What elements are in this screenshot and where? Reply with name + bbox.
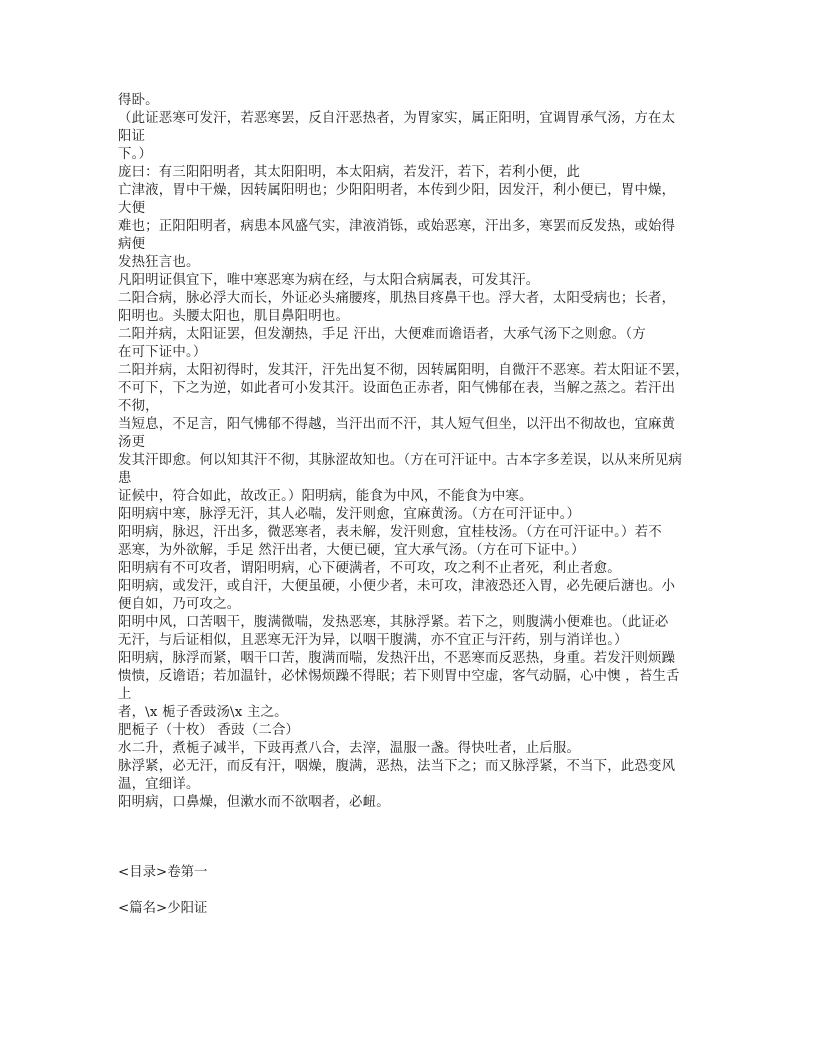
text-line: 愦愦，反谵语；若加温针，必怵惕烦躁不得眠；若下则胃中空虚，客气动膈，心中懊 ，苔生舌: [118, 669, 680, 684]
text-line: 温，宜细详。: [118, 777, 200, 792]
text-line: 阳明病，口鼻燥，但漱水而不欲咽者，必衄。: [118, 795, 390, 810]
text-line: 汤更: [118, 435, 146, 450]
text-line: 上: [118, 687, 132, 702]
text-line: 二阳并病，太阳初得时，发其汗，汗先出复不彻，因转属阳明，自微汗不恶寒。若太阳证不罢，: [118, 363, 689, 378]
text-line: 凡阳明证俱宜下，唯中寒恶寒为病在经，与太阳合病属表，可发其汗。: [118, 273, 540, 288]
text-line: 阳明也。头腰太阳也，肌目鼻阳明也。: [118, 309, 350, 324]
text-line: 发热狂言也。: [118, 255, 200, 270]
text-line: 患: [118, 471, 132, 486]
text-line: 阳明病，脉迟，汗出多，微恶寒者，表未解，发汗则愈，宜桂枝汤。（方在可汗证中。）若不: [118, 525, 662, 540]
text-line: 庞曰：有三阳阳明者，其太阳阳明，本太阳病，若发汗，若下，若利小便，此: [118, 165, 581, 180]
text-line: 二阳并病，太阳证罢，但发潮热，手足 汗出，大便难而谵语者，大承气汤下之则愈。（方: [118, 327, 646, 342]
text-line: 不可下，下之为逆，如此者可小发其汗。设面色正赤者，阳气怫郁在表，当解之蒸之。若汗出: [118, 381, 676, 396]
text-line: 病便: [118, 237, 146, 252]
text-line: 下。）: [118, 147, 153, 162]
text-line: 便自如，乃可攻之。: [118, 597, 241, 612]
chapter-heading: <篇名>少阳证: [118, 901, 208, 916]
text-line: 者，\x 栀子香豉汤\x 主之。: [118, 705, 288, 720]
text-line: 阳明中风，口苦咽干，腹满微喘，发热恶寒，其脉浮紧。若下之，则腹满小便难也。（此证必: [118, 615, 669, 630]
document-page: [118, 92, 708, 918]
text-line: 阳明病中寒，脉浮无汗，其人必喘，发汗则愈，宜麻黄汤。（方在可汗证中。）: [118, 507, 581, 522]
text-line: 不彻，: [118, 399, 159, 414]
text-line: 水二升，煮栀子减半，下豉再煮八合，去滓，温服一盏。得快吐者，止后服。: [118, 741, 581, 756]
body-text: [118, 92, 708, 812]
toc-heading: <目录>卷第一: [118, 865, 208, 880]
text-line: 在可下证中。）: [118, 345, 207, 360]
text-line: 脉浮紧，必无汗，而反有汗，咽燥，腹满，恶热，法当下之；而又脉浮紧，不当下，此恐变风: [118, 759, 676, 774]
text-line: 阳证: [118, 129, 146, 144]
text-line: 得卧。: [118, 93, 159, 108]
text-line: 肥栀子（十枚） 香豉（二合）: [118, 723, 300, 738]
text-line: 无汗，与后证相似，且恶寒无汗为异，以咽干腹满，亦不宜正与汗药，别与消详也。）: [118, 633, 628, 648]
text-line: 阳明病有不可攻者，谓阳明病，心下硬满者，不可攻，攻之利不止者死，利止者愈。: [118, 561, 621, 576]
text-line: 恶寒，为外欲解，手足 然汗出者，大便已硬，宜大承气汤。（方在可下证中。）: [118, 543, 585, 558]
text-line: （此证恶寒可发汗，若恶寒罢，反自汗恶热者，为胃家实，属正阳明，宜调胃承气汤，方在太: [118, 111, 676, 126]
text-line: 大便: [118, 201, 146, 216]
text-line: 阳明病，或发汗，或自汗，大便虽硬，小便少者，未可攻，津液恐还入胃，必先硬后溏也。小: [118, 579, 676, 594]
spacer: [118, 882, 708, 900]
text-line: 当短息，不足言，阳气怫郁不得越，当汗出而不汗，其人短气但坐，以汗出不彻故也，宜麻黄: [118, 417, 676, 432]
text-line: 亡津液，胃中干燥，因转属阳明也；少阳阳明者，本传到少阳，因发汗，利小便已，胃中燥，: [118, 183, 676, 198]
text-line: 发其汗即愈。何以知其汗不彻，其脉涩故知也。（方在可汗证中。古本字多差误，以从来所见病: [118, 453, 683, 468]
spacer: [118, 812, 708, 864]
text-line: 阳明病，脉浮而紧，咽干口苦，腹满而喘，发热汗出，不恶寒而反恶热，身重。若发汗则烦躁: [118, 651, 676, 666]
text-line: 证候中，符合如此，故改正。）阳明病，能食为中风，不能食为中寒。: [118, 489, 533, 504]
text-line: 难也；正阳阳明者，病患本风盛气实，津液消铄，或始恶寒，汗出多，寒罢而反发热，或始得: [118, 219, 676, 234]
text-line: 二阳合病，脉必浮大而长，外证必头痛腰疼，肌热目疼鼻干也。浮大者，太阳受病也；长者，: [118, 291, 676, 306]
